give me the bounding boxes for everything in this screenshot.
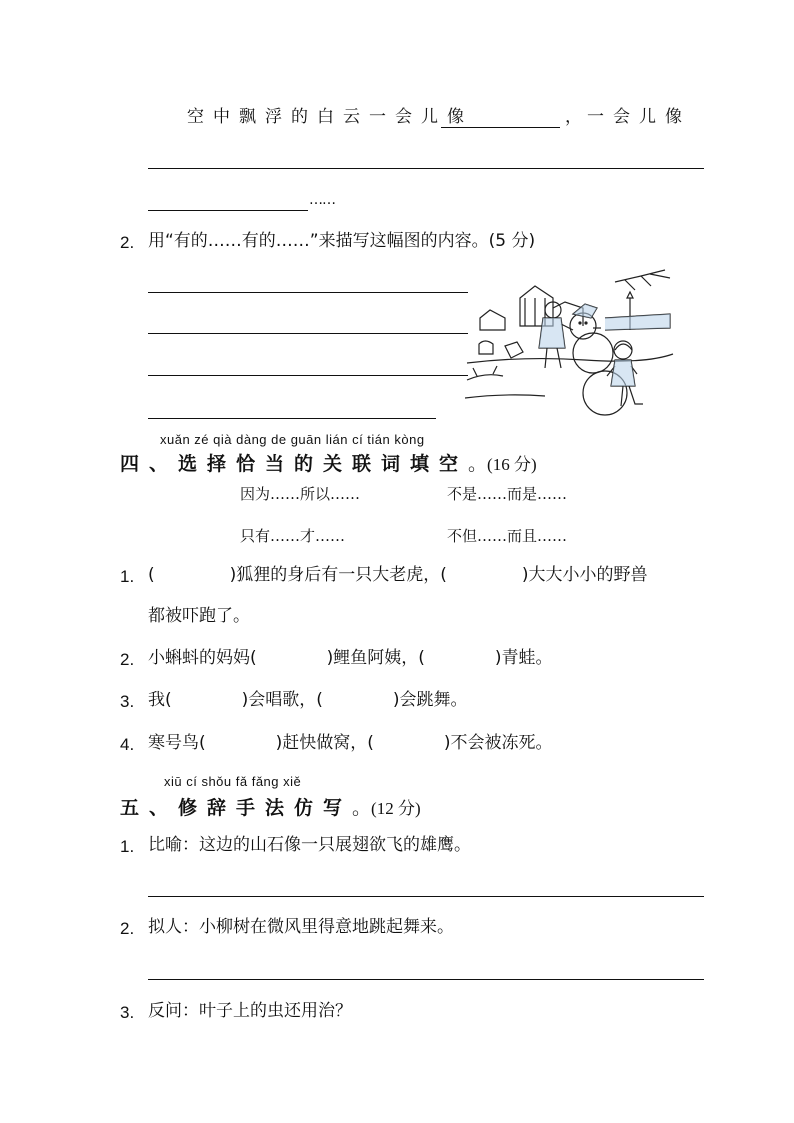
text-part: )会跳舞。 <box>392 690 468 710</box>
text-part: 寒号鸟( <box>148 733 206 753</box>
section-score: (12 分) <box>371 799 421 818</box>
question-text <box>148 650 553 667</box>
option-item: 只有……才…… <box>240 527 346 545</box>
question-text-continued: 都被吓跑了。 <box>148 606 250 626</box>
answer-line[interactable] <box>148 375 468 376</box>
snowman-children-illustration <box>465 268 675 420</box>
question-number: 3. <box>120 692 135 711</box>
section-title-period: 。 <box>352 797 372 819</box>
text-part: )会唱歌，( <box>241 690 323 710</box>
question-number: 1. <box>120 567 135 586</box>
section-title-text: 四、选择恰当的关联词填空 <box>120 453 469 475</box>
answer-line[interactable] <box>148 896 704 897</box>
option-item: 不但……而且…… <box>447 527 568 545</box>
text-part: )赶快做窝，( <box>275 733 374 753</box>
answer-line[interactable] <box>148 292 468 293</box>
cloud-sentence-prefix: 空中飘浮的白云一会儿像 <box>187 107 473 127</box>
option-item: 不是……而是…… <box>447 485 568 503</box>
text-part: 小蝌蚪的妈妈( <box>148 648 257 668</box>
cloud-sentence-suffix: 一会儿像 <box>587 107 691 127</box>
answer-line[interactable] <box>441 127 560 128</box>
option-item: 因为……所以…… <box>240 485 361 503</box>
answer-line[interactable] <box>148 168 704 169</box>
question-number: 3. <box>120 1003 135 1022</box>
section-score: (16 分) <box>487 455 537 474</box>
question-text <box>148 692 468 709</box>
ellipsis: …… <box>309 192 335 208</box>
cloud-sentence-comma: ， <box>565 107 582 127</box>
section-title <box>120 793 421 820</box>
section-title <box>120 449 537 476</box>
question-text <box>148 735 553 752</box>
section-pinyin: xuǎn zé qià dàng de guān lián cí tián kòng <box>160 432 425 447</box>
text-part: 我( <box>148 690 172 710</box>
question-number: 1. <box>120 837 135 856</box>
answer-line[interactable] <box>148 418 436 419</box>
text-part: )不会被冻死。 <box>443 733 553 753</box>
question-text: 比喻：这边的山石像一只展翅欲飞的雄鹰。 <box>148 835 471 855</box>
question-text <box>148 567 648 584</box>
question-text: 反问：叶子上的虫还用治？ <box>148 1001 352 1021</box>
text-part: )鲤鱼阿姨，( <box>326 648 425 668</box>
text-part: )狐狸的身后有一只大老虎，( <box>229 565 447 585</box>
answer-line[interactable] <box>148 979 704 980</box>
text-part: )青蛙。 <box>494 648 553 668</box>
section-pinyin: xiū cí shǒu fǎ fǎng xiě <box>164 774 302 789</box>
question-number: 4. <box>120 735 135 754</box>
question-number: 2. <box>120 233 135 252</box>
question-number: 2. <box>120 650 135 669</box>
question-number: 2. <box>120 919 135 938</box>
text-part: ( <box>148 565 155 585</box>
question-text: 拟人：小柳树在微风里得意地跳起舞来。 <box>148 917 454 937</box>
answer-line[interactable] <box>148 333 468 334</box>
section-title-text: 五、修辞手法仿写 <box>120 797 353 819</box>
text-part: )大大小小的野兽 <box>521 565 648 585</box>
section-title-period: 。 <box>468 453 488 475</box>
answer-line[interactable] <box>148 210 308 211</box>
question-text: 用“有的……有的……”来描写这幅图的内容。(5 分) <box>148 231 536 251</box>
